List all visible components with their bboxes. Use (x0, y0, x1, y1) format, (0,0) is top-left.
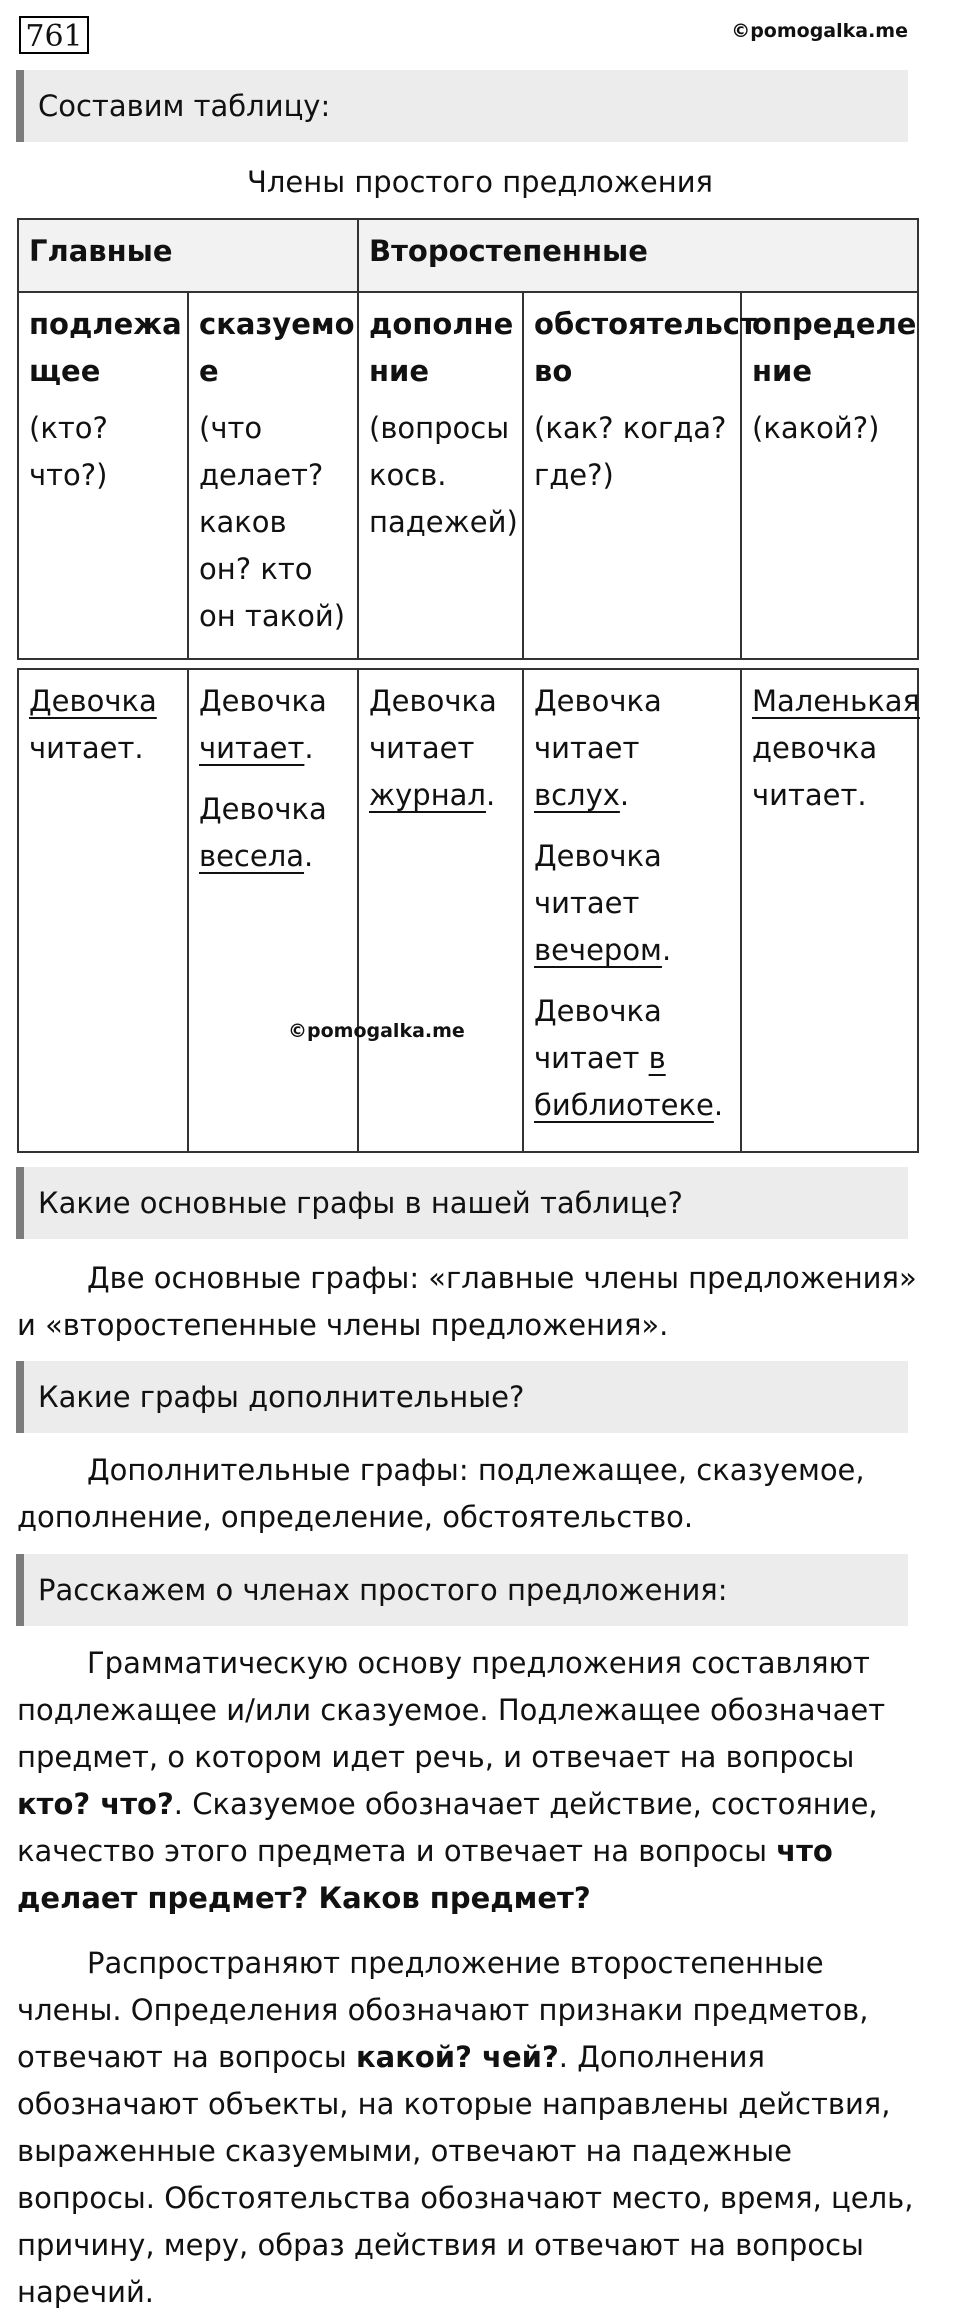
group-main: Главные (18, 219, 358, 292)
example-sentence: Маленькая девочка читает. (752, 684, 920, 812)
example-sentence: Девочка читает вечером. (534, 839, 672, 967)
example-adverbial (523, 669, 741, 1152)
members-table-header (17, 218, 919, 660)
answer-paragraph-1: Две основные графы: «главные члены предложения» и «второстепенные члены предложения». (17, 1261, 917, 1342)
example-subject (18, 669, 188, 1152)
columns-row (18, 292, 918, 659)
column-title: дополне ние (369, 307, 514, 388)
column-subject (18, 292, 188, 659)
column-adverbial (523, 292, 757, 659)
example-sentence: Девочка читает в библиотеке. (534, 994, 724, 1122)
column-question: (что делает? каков он? кто он такой) (199, 411, 346, 633)
column-attribute (741, 292, 918, 659)
section-banner-additional-columns: Какие графы дополнительные? (16, 1361, 908, 1433)
example-attribute (741, 669, 918, 1152)
group-secondary: Второстепенные (358, 219, 918, 292)
site-watermark: ©pomogalka.me (731, 20, 908, 42)
column-question: (как? когда? где?) (534, 411, 727, 492)
example-sentence: Девочка читает журнал. (369, 684, 497, 812)
members-table-examples (17, 668, 919, 1153)
answer-paragraph-3: Грамматическую основу предложения составляют подлежащее и/или сказуемое. Подлежащее обозначает предмет, о котором идет речь, и отвечает на вопросы кто? что?. Сказуемое обозначает действие, состояние, качество этого предмета и отвечает на вопросы что делает предмет? Каков предмет? (17, 1646, 886, 1915)
site-watermark-mid: ©pomogalka.me (288, 1020, 465, 1042)
example-sentence: Девочка читает вслух. (534, 684, 662, 812)
column-object (358, 292, 523, 659)
example-sentence: Девочка читает. (199, 684, 327, 765)
column-title: сказуемо е (199, 307, 355, 388)
section-banner-table: Составим таблицу: (16, 70, 908, 142)
answer-paragraph-2: Дополнительные графы: подлежащее, сказуемое, дополнение, определение, обстоятельство. (17, 1453, 865, 1534)
column-title: обстоятельст во (534, 307, 757, 388)
task-number: 761 (19, 16, 89, 54)
column-title: подлежа щее (29, 307, 182, 388)
column-title: определе ние (752, 307, 917, 388)
group-header-row (18, 219, 918, 292)
section-banner-sentence-members: Расскажем о членах простого предложения: (16, 1554, 908, 1626)
examples-row (18, 669, 918, 1152)
column-predicate (188, 292, 358, 659)
column-question: (какой?) (752, 411, 880, 445)
section-banner-main-columns: Какие основные графы в нашей таблице? (16, 1167, 908, 1239)
example-predicate (188, 669, 358, 1152)
answer-paragraph-4: Распространяют предложение второстепенные члены. Определения обозначают признаки предметов, отвечают на вопросы какой? чей?. Дополнения обозначают объекты, на которые направлены действия, выраженные сказуемыми, отвечают на падежные вопросы. Обстоятельства обозначают место, время, цель, причину, меру, образ действия и отвечают на вопросы наречий. (17, 1946, 914, 2309)
table-caption: Члены простого предложения (247, 165, 713, 199)
example-sentence: Девочка читает. (29, 684, 157, 765)
column-question: (кто? что?) (29, 411, 108, 492)
column-question: (вопросы косв. падежей) (369, 411, 518, 539)
example-object (358, 669, 523, 1152)
example-sentence: Девочка весела. (199, 792, 327, 873)
